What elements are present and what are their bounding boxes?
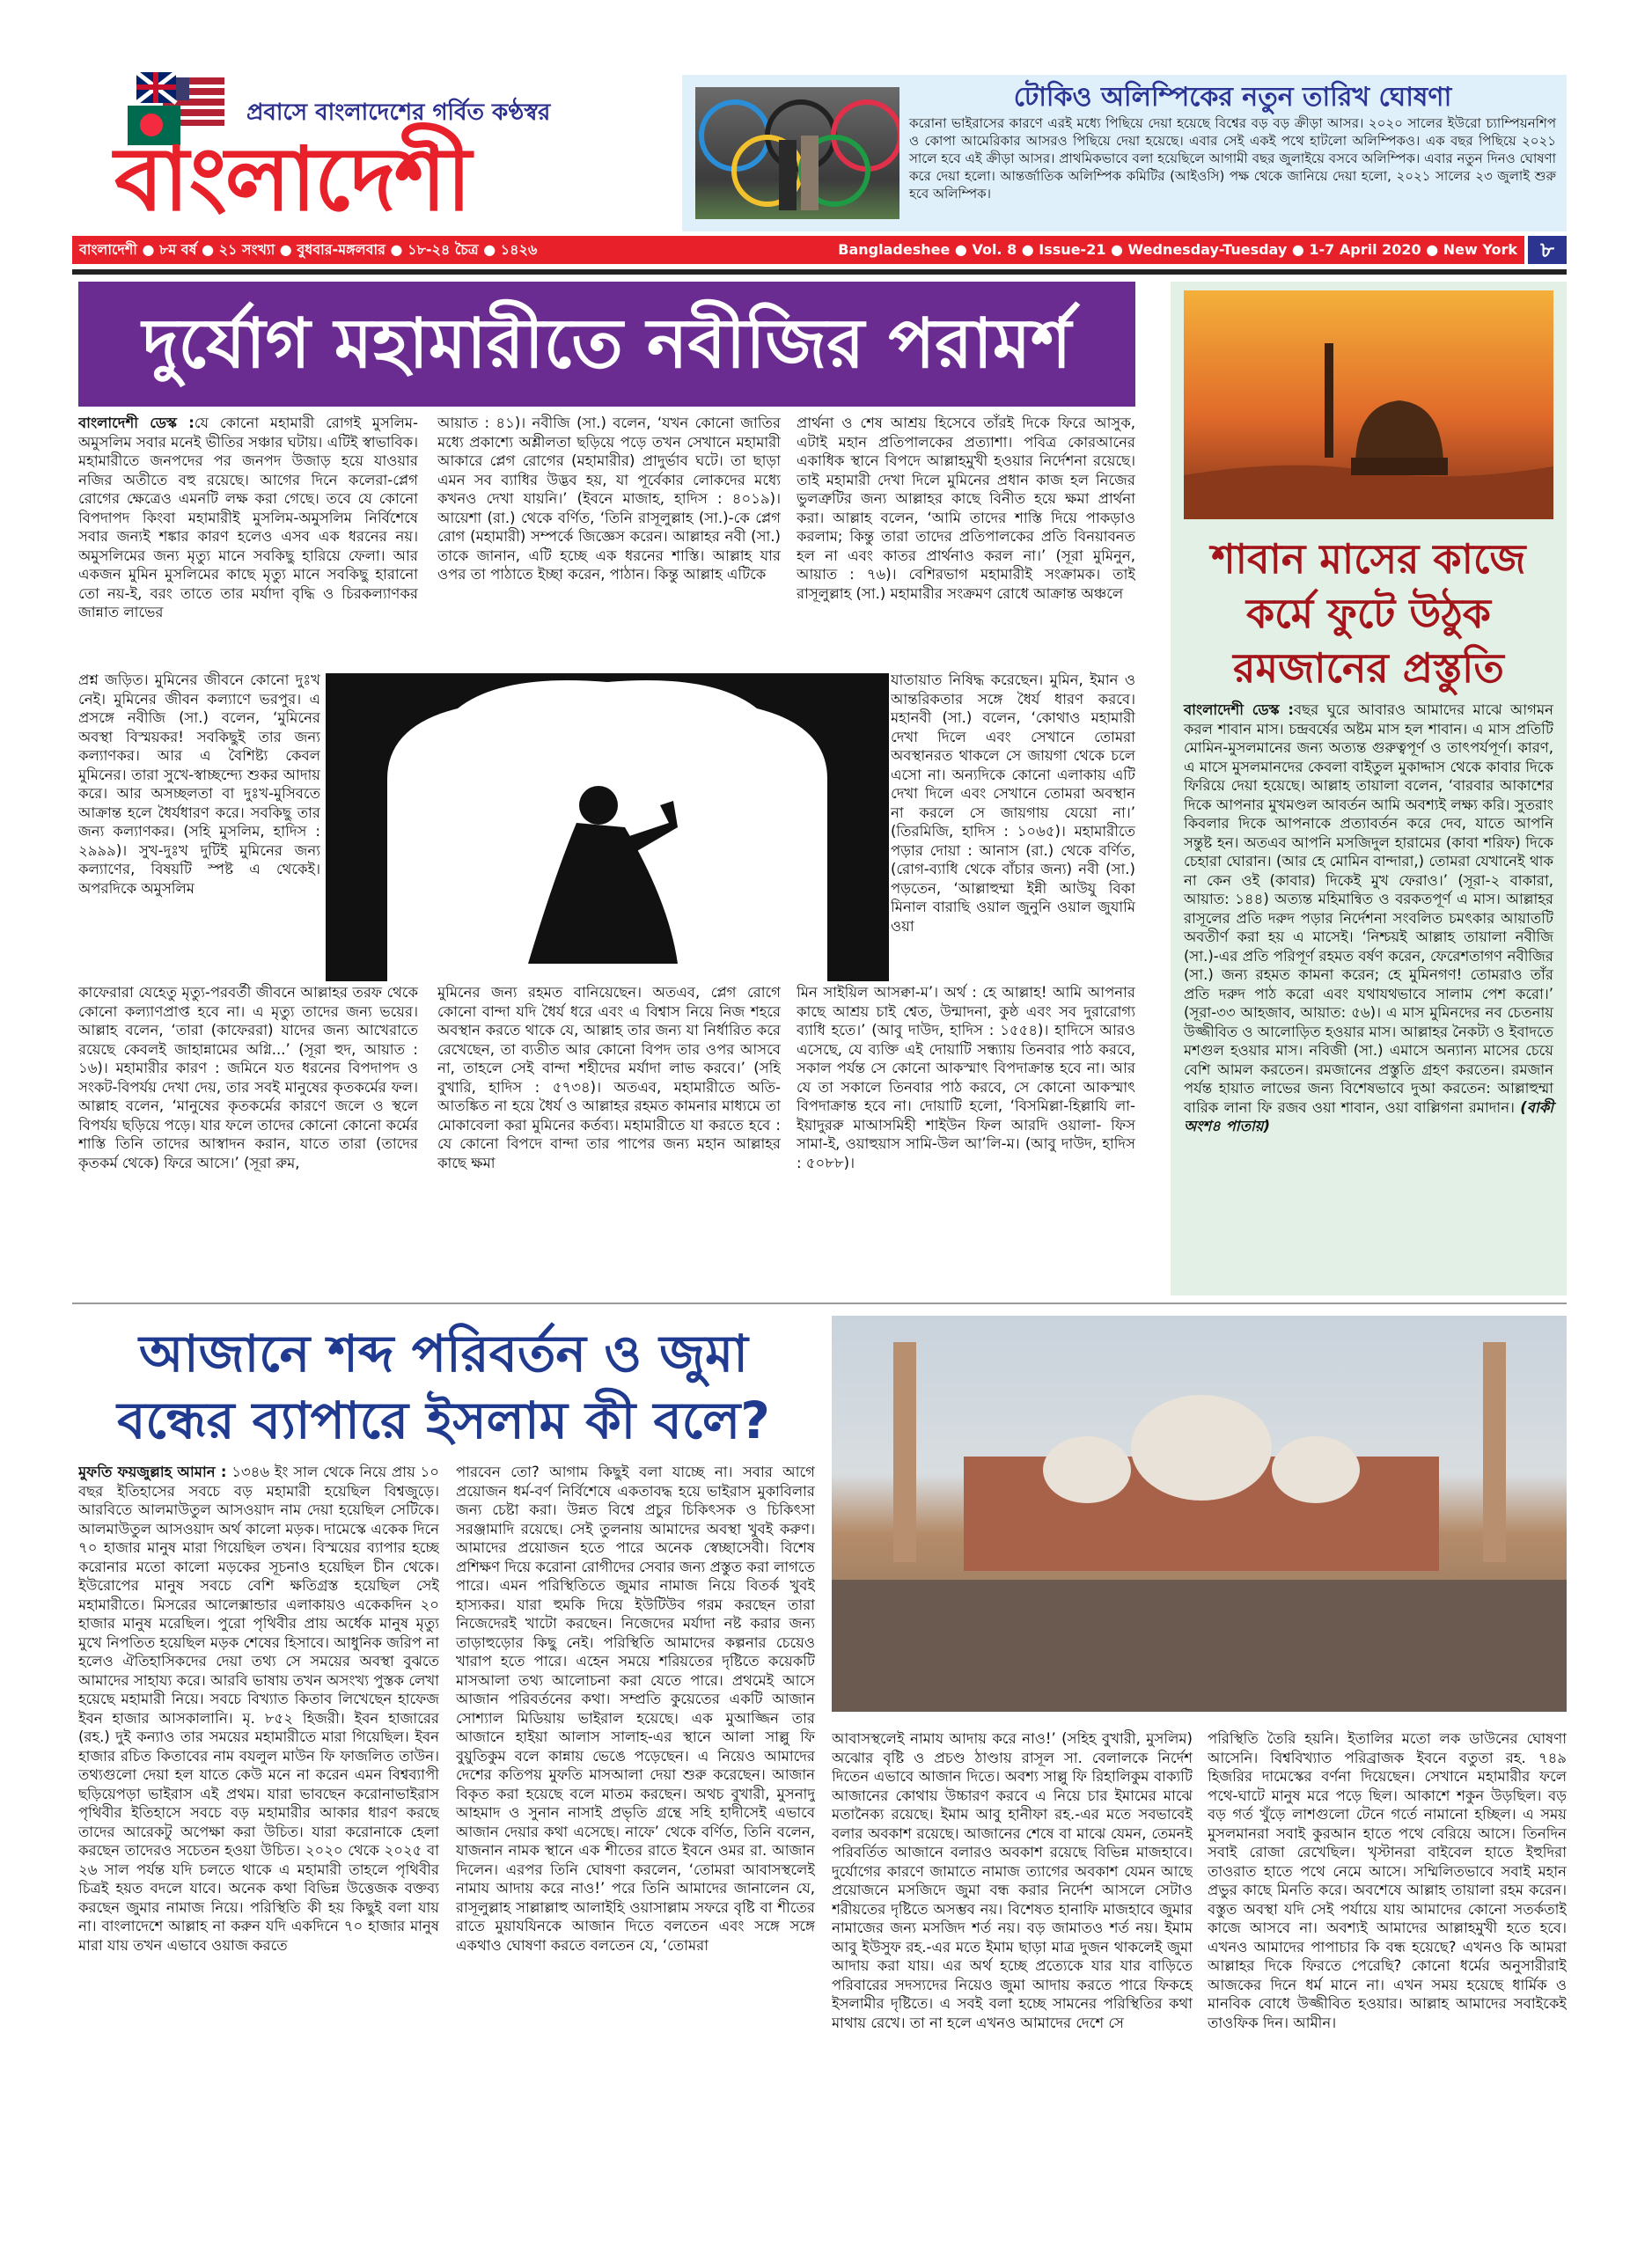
lead-headline: দুর্যোগ মহামারীতে নবীজির পরামর্শ [78,282,1135,407]
dateline-bengali: বাংলাদেশী ● ৮ম বর্ষ ● ২১ সংখ্যা ● বুধবার-মঙ্গলবার ● ১৮-২৪ চৈত্র ● ১৪২৬ [79,241,538,258]
masthead [114,99,660,230]
page-number: ৮ [1528,236,1567,264]
olympics-body: করোনা ভাইরাসের কারণে এরই মধ্যে পিছিয়ে দেয়া হয়েছে বিশ্বের বড় বড় ক্রীড়া আসর। ২০২০ সালের ইউরো চ্যাম্পিয়নশিপ ও কোপা আমেরিকার আসরও পিছিয়ে দেয়া হয়েছে। এবার সেই একই পথে হাটলো অলিম্পিকও। এক বছর পিছিয়ে ২০২১ সালে হবে এই ক্রীড়া আসর। প্রাথমিকভাবে বলা হয়েছিলে আগামী বছর জুলাইয়ে বসবে অলিম্পিক। এবার নতুন দিনও ঘোষণা করে দেয়া হলো। আন্তর্জাতিক অলিম্পিক কমিটির (আইওসি) পক্ষ থেকে জানিয়ে দেয়া হলো, ২০২১ সালের ২৩ জুলাই শুরু হবে অলিম্পিক। [909,115,1556,202]
azan-byline: মুফতি ফয়জুল্লাহ আমান : [78,1464,227,1480]
azan-column-4: পরিস্থিতি তৈরি হয়নি। ইতালির মতো লক ডাউনের ঘোষণা আসেনি। বিশ্ববিখ্যাত পরিব্রাজক ইবনে বতুতা রহ. ৭৪৯ হিজরির দামেস্কের বর্ণনা দিয়েছেন। সেখানে মহামারীর ফলে পথে-ঘাটে মানুষ মরে পড়ে ছিল। আকাশে শকুন উড়ছিল। বড় বড় গর্ত খুঁড়ে লাশগুলো টেনে গর্তে নামানো হচ্ছিল। এ সময় মুসলমানরা সবাই কুরআন হাতে পথে বেরিয়ে আসে। তিনদিন সবাই রোজা রেখেছিল। খৃস্টানরা বাইবেল হাতে ইহুদিরা তাওরাত হাতে পথে নেমে আসে। সম্মিলিতভাবে সবাই মহান প্রভুর কাছে মিনতি করে। অবশেষে আল্লাহ তায়ালা রহম করেন। বস্তুত অবস্থা যদি সেই পর্যায়ে যায় আমাদের কোনো সতর্কতাই কাজে আসবে না। অবশ্যই আমাদের আল্লাহমুখী হতে হবে। এখনও আমাদের পাপাচার কি বন্ধ হয়েছে? এখনও কি আমরা আল্লাহর দিকে ফিরতে পেরেছি? কোনো ধর্মের অনুসারীরাই আজকের দিনে ধর্ম মানে না। এখন সময় হয়েছে ধার্মিক ও মানবিক বোধে উজ্জীবিত হওয়ার। আল্লাহ আমাদের সবাইকেই তাওফিক দিন। আমীন। [1208,1730,1567,2031]
shaban-sidebar [1171,282,1567,1295]
lead-column-2: আয়াত : ৪১)। নবীজি (সা.) বলেন, ‘যখন কোনো জাতির মধ্যে প্রকাশ্যে অশ্লীলতা ছড়িয়ে পড়ে তখন সেখানে মহামারী আকারে প্লেগ রোগের (মহামারীর) প্রাদুর্ভাব ঘটে। তা ছাড়া এমন সব ব্যাধির উদ্ভব হয়, যা পূর্বেকার লোকদের মধ্যে কখনও দেখা যায়নি।’ (ইবনে মাজাহ, হাদিস : ৪০১৯)। আয়েশা (রা.) থেকে বর্ণিত, ‘তিনি রাসূলুল্লাহ (সা.)-কে প্লেগ রোগ (মহামারী) সম্পর্কে জিজ্ঞেস করেন। আল্লাহর নবী (সা.) তাকে জানান, এটি হচ্ছে এক ধরনের শাস্তি। আল্লাহ যার ওপর তা পাঠাতে ইচ্ছা করেন, পাঠান। কিন্তু আল্লাহ এটিকে [437,415,781,583]
dateline-band [72,236,1524,264]
lead-column-2c: মুমিনের জন্য রহমত বানিয়েছেন। অতএব, প্লেগ রোগে কোনো বান্দা যদি ধৈর্য ধরে এবং এ বিশ্বাস নিয়ে নিজ শহরে অবস্থান করতে থাকে যে, আল্লাহ তার জন্য যা নির্ধারিত করে রেখেছেন, তা ব্যতীত আর কোনো বিপদ তার ওপর আসবে না, তাহলে সেই বান্দা শহীদের মর্যাদা লাভ করবে।’ (সহি বুখারি, হাদিস : ৫৭৩৪)। অতএব, মহামারীতে অতি-আতঙ্কিত না হয়ে ধৈর্য ও আল্লাহর রহমত কামনার মাধ্যমে তা মোকাবেলা করা মুমিনের কর্তব্য। মহামারীতে যা করতে হবে : যে কোনো বিপদে বান্দা তার পাপের জন্য মহান আল্লাহর কাছে ক্ষমা [437,984,781,1171]
section-divider [72,1303,1567,1304]
azan-headline: আজানে শব্দ পরিবর্তন ও জুমা বন্ধের ব্যাপারে ইসলাম কী বলে? [117,1324,770,1450]
lead-column-3c: মিন সাইয়িল আসক্বা-ম’। অর্থ : হে আল্লাহ! আমি আপনার কাছে আশ্রয় চাই শ্বেত, উন্মাদনা, কুষ্ঠ এবং সব দুরারোগ্য ব্যাধি হতে।’ (আবু দাউদ, হাদিস : ১৫৫৪)। হাদিসে আরও এসেছে, যে ব্যক্তি এই দোয়াটি সন্ধ্যায় তিনবার পাঠ করবে, সকাল পর্যন্ত সে কোনো আকস্মাৎ বিপদাক্রান্ত হবে না। আর যে তা সকালে তিনবার পাঠ করবে, সে কোনো আকস্মাৎ বিপদাক্রান্ত হবে না। দোয়াটি হলো, ‘বিসমিল্লা-হিল্লাযি লা-ইয়াদুররু মাআসমিহী শাইউন ফিল আরদি ওয়ালা- ফিস সামা-ই, ওয়াহুয়াস সামি-উল আ’লি-ম। (আবু দাউদ, হাদিস : ৫০৮৮)। [797,984,1135,1171]
lead-column-1c: কাফেরারা যেহেতু মৃত্যু-পরবর্তী জীবনে আল্লাহর তরফ থেকে কোনো কল্যাণপ্রাপ্ত হবে না। এ মৃত্যু তাদের জন্য ভয়ের। আল্লাহ বলেন, ‘তারা (কাফেররা) যাদের জন্য আখেরাতে রয়েছে কেবলই জাহান্নামের অগ্নি...’ (সূরা হুদ, আয়াত : ১৬)। মহামারীর কারণ : জমিনে যত ধরনের বিপদাপদ ও সংকট-বিপর্যয় দেখা দেয়, তার সবই মানুষের কৃতকর্মের ফল। আল্লাহ বলেন, ‘মানুষের কৃতকর্মের কারণে জলে ও স্থলে বিপর্যয় ছড়িয়ে পড়ে। যার ফলে তাদের কোনো কোনো কর্মের শাস্তি তিনি তাদের আস্বাদন করান, যাতে তারা (তাদের কৃতকর্ম থেকে) ফিরে আসে।’ (সূরা রুম, [78,984,418,1171]
olympics-headline: টোকিও অলিম্পিকের নতুন তারিখ ঘোষণা [1013,82,1452,113]
lead-byline: বাংলাদেশী ডেস্ক : [78,415,195,431]
olympics-rings-photo [695,87,899,219]
continued-note: (বাকী অংশ৪ পাতায়) [1184,1098,1553,1134]
lead-column-1 [78,414,418,669]
azan-column-2: পারবেন তো? আগাম কিছুই বলা যাচ্ছে না। সবার আগে প্রয়োজন ধর্ম-বর্ণ নির্বিশেষে একতাবদ্ধ হয়ে ভাইরাস মুকাবিলার জন্য চেষ্টা করা। উন্নত বিশ্বে প্রচুর চিকিৎসক ও চিকিৎসা সরঞ্জামাদি রয়েছে। সেই তুলনায় আমাদের অবস্থা খুবই করুণ। আমাদের প্রয়োজন হতে পারে অনেক স্বেচ্ছাসেবী। বিশেষ প্রশিক্ষণ দিয়ে করোনা রোগীদের সেবার জন্য প্রস্তুত করা লাগতে পারে। এমন পরিস্থিতিতে জুমার নামাজ নিয়ে বিতর্ক খুবই হাস্যকর। যারা হুমকি দিয়ে ইউটিউব গরম করছেন তারা নিজেদেরই খাটো করছেন। নিজেদের মর্যাদা নষ্ট করার জন্য তাড়াহুড়োর কিছু নেই। পরিস্থিতি আমাদের কল্পনার চেয়েও খারাপ হতে পারে। এহেন সময়ে শরিয়তের দৃষ্টিতে কয়েকটি মাসআলা তথ্য আলোচনা করা যেতে পারে। প্রথমেই আসে আজান পরিবর্তনের কথা। সম্প্রতি কুয়েতের একটি আজান সোশ্যাল মিডিয়ায় ভাইরাল হয়েছে। এক মুআজ্জিন তার আজানে হাইয়া আলাস সালাহ-এর স্থানে আলা সাল্লু ফি বুয়ুতিকুম বলে কান্নায় ভেঙে পড়েছেন। এ নিয়েও আমাদের দেশের কতিপয় মুফতি মাসআলা দেয়া শুরু করেছেন। আজান বিকৃত করা হয়েছে বলে মাতম করছেন। অথচ বুখারী, মুসনাদু আহমাদ ও সুনান নাসাই প্রভৃতি গ্রন্থে সহি হাদীসেই এভাবে আজান দেয়ার কথা এসেছে। নাফে’ থেকে বর্ণিত, তিনি বলেন, যাজনান নামক স্থানে এক শীতের রাতে ইবনে ওমর রা. আজান দিলেন। এরপর তিনি ঘোষণা করলেন, ‘তোমরা আবাসস্থলেই নামায আদায় করে নাও!’ পরে তিনি আমাদের জানালেন যে, রাসূলুল্লাহ সাল্লাল্লাহু আলাইহি ওয়াসাল্লাম সফরে বৃষ্টি বা শীতের রাতে মুয়াযযিনকে আজান দিতে বলতেন এবং সঙ্গে সঙ্গে একথাও ঘোষণা করতে বলতেন যে, ‘তোমরা [456,1464,815,1954]
lead-column-3b: যাতায়াত নিষিদ্ধ করেছেন। মুমিন, ইমান ও আন্তরিকতার সঙ্গে ধৈর্য ধারণ করবে। মহানবী (সা.) বলেন, ‘কোথাও মহামারী দেখা দিলে এবং সেখানে তোমরা অবস্থানরত থাকলে সে জায়গা থেকে চলে এসো না। অন্যদিকে কোনো এলাকায় এটি দেখা দিলে এবং সেখানে তোমরা অবস্থান না করলে সে জায়গায় যেয়ো না।’ (তিরমিজি, হাদিস : ১০৬৫)। মহামারীতে পড়ার দোয়া : আনাস (রা.) থেকে বর্ণিত, (রোগ-ব্যাধি থেকে বাঁচার জন্য) নবী (সা.) পড়তেন, ‘আল্লাহুম্মা ইন্নী আউযু বিকা মিনাল বারাছি ওয়াল জুনুনি ওয়াল জুযামি ওয়া [891,671,1135,935]
olympics-news-box [682,75,1567,231]
lead-text: যে কোনো মহামারী রোগই মুসলিম-অমুসলিম সবার মনেই ভীতির সঞ্চার ঘটায়। এটিই স্বাভাবিক। মহামারীতে জনপদের পর জনপদ উজাড় হয়ে যাওয়ার নজির অতীতে বহু রয়েছে। আগের দিনে কলেরা-প্লেগ রোগের ক্ষেত্রেও এমনটি লক্ষ করা গেছে। তবে যে কোনো বিপদাপদ কিংবা মহামারীই মুসলিম-অমুসলিম নির্বিশেষে সবার জন্যই শঙ্কার কারণ হলেও এসব এক ধরনের নয়। অমুসলিমের জন্য মৃত্যু মানে সবকিছু হারিয়ে ফেলা। আর একজন মুমিন মুসলিমের কাছে মৃত্যু মানে সবকিছু হারানো তো নয়-ই, বরং তাতে তার মর্যাদা বৃদ্ধি ও চিরকল্যাণকর জান্নাত লাভের [78,415,418,620]
praying-man-silhouette-image [326,673,889,981]
azan-column-3: আবাসস্থলেই নামায আদায় করে নাও!’ (সহিহ বুখারী, মুসলিম) অঝোর বৃষ্টি ও প্রচণ্ড ঠাণ্ডায় রাসূল সা. বেলালকে নির্দেশ দিতেন এভাবে আজান দিতে। অবশ্য সাল্লু ফি রিহালিকুম বাক্যটি আজানের কোথায় উচ্চারণ করবে এ নিয়ে চার ইমামের মাঝে মতানৈক্য রয়েছে। ইমাম আবু হানীফা রহ.-এর মতে সবভাবেই বলার অবকাশ রয়েছে। আজানের শেষে বা মাঝে যেমন, তেমনই পরিবর্তিত আজানে বলারও অবকাশ রয়েছে বিভিন্ন মাজহাবে। দুর্যোগের কারণে জামাতে নামাজ ত্যাগের অবকাশ যেমন আছে প্রয়োজনে মসজিদে জুমা বন্ধ করার নির্দেশ আসলে সেটাও শরীয়তের দৃষ্টিতে অসম্ভব নয়। বিশেষত হানাফি মাজহাবে জুমার নামাজের জন্য মসজিদ শর্ত নয়। বড় জামাতও শর্ত নয়। ইমাম আবু ইউসুফ রহ.-এর মতে ইমাম ছাড়া মাত্র দুজন থাকলেই জুমা আদায় করা যায়। এর অর্থ হচ্ছে প্রত্যেকে যার যার বাড়িতে পরিবারের সদস্যদের নিয়েও জুমা আদায় করতে পারে ফিকহে ইসলামীর দৃষ্টিতে। এ সবই বলা হচ্ছে সামনের পরিস্থিতির কথা মাথায় রেখে। তা না হলে এখনও আমাদের দেশে সে [832,1730,1193,2031]
dateline-english: Bangladeshee ● Vol. 8 ● Issue-21 ● Wednesday-Tuesday ● 1-7 April 2020 ● New York [838,241,1517,258]
masthead-logo: বাংলাদেশী [114,127,470,231]
azan-text: ১৩৪৬ ইং সাল থেকে নিয়ে প্রায় ১০ বছর ইতিহাসের সবচে বড় মহামারী হয়েছিল বিশ্বজুড়ে। আরবিতে আলমাউতুল আসওয়াদ নাম দেয়া হয়েছিল সেটিকে। আলমাউতুল আসওয়াদ অর্থ কালো মড়ক। দামেস্কে একেক দিনে ৭০ হাজার মানুষ মারা গিয়েছিল তখন। বিস্ময়ের ব্যাপার হচ্ছে করোনার মতো কালো মড়কের সূচনাও হয়েছিল চীন থেকে। ইউরোপের মানুষ সবচে বেশি ক্ষতিগ্রস্ত হয়েছিল সেই মহামারীতে। মিসরের আলেক্সান্ডার এলাকায়ও একেকদিন ২০ হাজার মানুষ মরেছিল। পুরো পৃথিবীর প্রায় অর্ধেক মানুষ মৃত্যু মুখে নিপতিত হয়েছিল মড়ক শেষের হিসাবে। আধুনিক জরিপ না হলেও ঐতিহাসিকদের দেয়া তথ্য সে সময়ের অবস্থা বুঝতে আমাদের সাহায্য করে। আরবি ভাষায় তখন অসংখ্য পুস্তক লেখা হয়েছে মহামারী নিয়ে। সবচে বিখ্যাত কিতাব লিখেছেন হাফেজ ইবন হাজার আসকালানি। মৃ. ৮৫২ হিজরী। ইবন হাজারের (রহ.) দুই কন্যাও তার সময়ের মহামারীতে মারা গিয়েছিল। ইবন হাজার রচিত কিতাবের নাম বযলুল মাউন ফি ফাজলিত তাউন। তথ্যগুলো দেয়া হল যাতে কেউ মনে না করেন এমন বিশ্বব্যাপী ছড়িয়েপড়া ভাইরাস এই প্রথম। যারা ভাবছেন করোনাভাইরাস পৃথিবীর ইতিহাসে সবচে বড় মহামারীর আকার ধারণ করছে তাদের আরেকটু অপেক্ষা করা উচিত। যারা করোনাকে হেলা করছেন তাদেরও সচেতন হওয়া উচিত। ২০২০ থেকে ২০২৫ বা ২৬ সাল পর্যন্ত যদি চলতে থাকে এ মহামারী তাহলে পৃথিবীর চিত্রই হয়ত বদলে যাবে। অনেক কথা বিভিন্ন উত্তেজক বক্তব্য করছেন জুমার নামাজ নিয়ে। পরিস্থিতি কী হয় কিছুই বলা যায় না। বাংলাদেশে আল্লাহ না করুন যদি একদিনে ৭০ হাজার মানুষ মারা যায় তখন এভাবে ওয়াজ করতে [78,1464,439,1954]
lead-column-1b: প্রশ্ন জড়িত। মুমিনের জীবনে কোনো দুঃখ নেই। মুমিনের জীবন কল্যাণে ভরপুর। এ প্রসঙ্গে নবীজি (সা.) বলেন, ‘মুমিনের অবস্থা বিস্ময়কর! সবকিছুই তার জন্য কল্যাণকর। আর এ বৈশিষ্ট্য কেবল মুমিনের। তারা সুখে-স্বাচ্ছন্দ্যে শুকর আদায় করে। আর অসচ্ছলতা বা দুঃখ-মুসিবতে আক্রান্ত হলে ধৈর্যধারণ করে। সবকিছু তার জন্য কল্যাণকর। (সহি মুসলিম, হাদিস : ২৯৯৯)। সুখ-দুঃখ দুটিই মুমিনের জন্য কল্যাণের, বিষয়টি স্পষ্ট এ থেকেই। অপরদিকে অমুসলিম [78,671,320,897]
azan-column-1 [78,1463,439,2167]
mosque-prayer-photo [832,1316,1567,1712]
shaban-headline: শাবান মাসের কাজে কর্মে ফুটে উঠুক রমজানের প্রস্তুতি [1211,535,1526,692]
shaban-byline: বাংলাদেশী ডেস্ক : [1184,701,1294,718]
shaban-text: বছর ঘুরে আবারও আমাদের মাঝে আগমন করল শাবান মাস। চন্দ্রবর্ষের অষ্টম মাস হল শাবান। এ মাস প্রতিটি মোমিন-মুসলমানের জন্য অত্যন্ত গুরুত্বপূর্ণ ও তাৎপর্যপূর্ণ। কারণ, এ মাসে মুসলমানদের কেবলা বাইতুল মুকাদ্দাস থেকে কাবার দিকে ফিরিয়ে দেয়া হয়েছে। আল্লাহ তায়ালা বলেন, ‘বারবার আকাশের দিকে আপনার মুখমণ্ডল আবর্তন আমি অবশ্যই লক্ষ্য করি। সুতরাং কিবলার দিকে আপনাকে প্রত্যাবর্তন করে দেব, যাতে আপনি সন্তুষ্ট হন। অতএব আপনি মসজিদুল হারামের (কাবা শরিফ) দিকে চেহারা ঘোরান। (আর হে মোমিন বান্দারা,) তোমরা যেখানেই থাক না কেন ওই (কাবার) দিকেই মুখ ফেরাও।’ (সূরা-২ বাকারা, আয়াত: ১৪৪) অত্যন্ত মহিমান্বিত ও বরকতপূর্ণ এ মাস। আল্লাহর রাসূলের প্রতি দরুদ পড়ার নির্দেশনা সংবলিত চমৎকার আয়াতটি অবতীর্ণ করা হয় এ মাসেই। ‘নিশ্চয়ই আল্লাহ তায়ালা নবীজি (সা.)-এর প্রতি পরিপূর্ণ রহমত বর্ষণ করেন, ফেরেশতাগণ নবীজির (সা.) জন্য রহমত কামনা করেন; হে মুমিনগণ! তোমরাও তাঁর প্রতি দরুদ পাঠ করো এবং যথাযথভাবে সালাম পেশ করো।’ (সূরা-৩৩ আহজাব, আয়াত: ৫৬)। এ মাস মুমিনদের নব চেতনায় উজ্জীবিত ও আলোড়িত হওয়ার মাস। আল্লাহর নৈকট্য ও ইবাদতে মশগুল হওয়ার মাস। নবিজী (সা.) এমাসে অন্যান্য মাসের চেয়ে বেশি আমল করতেন। রমজানের প্রস্তুতি গ্রহণ করতেন। রমজান পর্যন্ত হায়াত লাভের জন্য বিশেষভাবে দুআ করতেন: আল্লাহুম্মা বারিক লানা ফি রজব ওয়া শাবান, ওয়া বাল্লিগনা রমাদান। [1184,701,1553,1116]
olympics-text [909,80,1556,202]
azan-article [78,1320,815,2167]
lead-column-3: প্রার্থনা ও শেষ আশ্রয় হিসেবে তাঁরই দিকে ফিরে আসুক, এটাই মহান প্রতিপালকের প্রত্যাশা। পবিত্র কোরআনের একাধিক স্থানে বিপদে আল্লাহমুখী হওয়ার নির্দেশনা রয়েছে। তাই মহামারী দেখা দিলে মুমিনের প্রধান কাজ হল নিজের ভুলত্রুটির জন্য আল্লাহর কাছে বিনীত হয়ে ক্ষমা প্রার্থনা করা। আল্লাহ বলেন, ‘আমি তাদের শাস্তি দিয়ে পাকড়াও করলাম; কিন্তু তারা তাদের প্রতিপালকের প্রতি বিনয়াবনত হল না এবং কাতর প্রার্থনাও করল না।’ (সূরা মুমিনুন, আয়াত : ৭৬)। বেশিরভাগ মহামারীই সংক্রামক। তাই রাসূলুল্লাহ (সা.) মহামারীর সংক্রমণ রোধে আক্রান্ত অঞ্চলে [797,415,1135,602]
divider [72,269,1567,275]
shaban-body [1184,701,1553,1136]
masthead-tagline: প্রবাসে বাংলাদেশের গর্বিত কণ্ঠস্বর [246,99,551,126]
mosque-sunset-photo [1184,290,1553,519]
